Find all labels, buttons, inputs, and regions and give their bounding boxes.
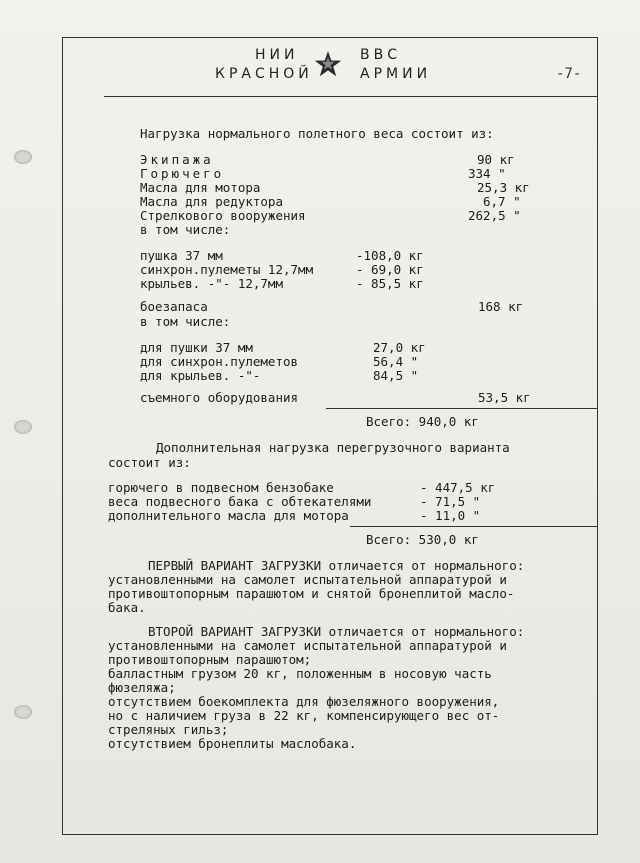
page-number: -7-: [556, 66, 582, 82]
header-vvs: ВВС: [360, 47, 401, 63]
including-label: в том числе:: [140, 222, 231, 237]
removable-equipment-label: съемного оборудования: [140, 390, 299, 405]
ammo-label: боезапаса: [140, 299, 208, 314]
ammo-row-label: для синхрон.пулеметов: [140, 354, 299, 369]
weapon-row-value: - 69,0 кг: [356, 262, 424, 277]
variant2-line: отсутствием бронеплиты маслобака.: [108, 736, 357, 751]
removable-equipment-value: 53,5 кг: [478, 390, 531, 405]
normal-row-value: 6,7 ": [483, 194, 521, 209]
variant1-line: противоштопорным парашютом и снятой бронеплитой масло-: [108, 586, 515, 601]
variant2-line: стреляных гильз;: [108, 722, 229, 737]
page-frame-top: [62, 37, 598, 38]
variant2-line: отсутствием боекомплекта для фюзеляжного вооружения,: [108, 694, 500, 709]
variant2-line: фюзеляжа;: [108, 680, 176, 695]
ammo-row-value: 27,0 кг: [373, 340, 426, 355]
weapon-row-value: - 85,5 кг: [356, 276, 424, 291]
header-rule: [104, 96, 598, 97]
overload-row-value: - 71,5 ": [420, 494, 481, 509]
overload-row-label: веса подвесного бака с обтекателями: [108, 494, 372, 509]
red-star-emblem-icon: [314, 50, 342, 78]
total-rule: [350, 526, 598, 527]
binding-hole: [14, 150, 32, 164]
weapon-row-value: -108,0 кг: [356, 248, 424, 263]
normal-row-value: 25,3 кг: [477, 180, 530, 195]
overload-row-label: горючего в подвесном бензобаке: [108, 480, 334, 495]
weapon-row-label: синхрон.пулеметы 12,7мм: [140, 262, 314, 277]
normal-row-label: Горючего: [140, 166, 225, 181]
variant2-line: противоштопорным парашютом;: [108, 652, 312, 667]
normal-row-value: 90 кг: [477, 152, 515, 167]
variant1-line: установленными на самолет испытательной аппаратурой и: [108, 572, 507, 587]
header-nii: НИИ: [255, 47, 299, 63]
binding-hole: [14, 420, 32, 434]
overload-intro: Дополнительная нагрузка перегрузочного варианта: [156, 440, 510, 455]
variant2-line: установленными на самолет испытательной аппаратурой и: [108, 638, 507, 653]
weapon-row-label: пушка 37 мм: [140, 248, 223, 263]
overload-intro: состоит из:: [108, 455, 191, 470]
including-label: в том числе:: [140, 314, 231, 329]
total-rule: [326, 408, 598, 409]
variant2-line: балластным грузом 20 кг, положенным в носовую часть: [108, 666, 492, 681]
variant1-line: ПЕРВЫЙ ВАРИАНТ ЗАГРУЗКИ отличается от нормального:: [148, 558, 525, 573]
page-frame-left: [62, 37, 63, 835]
normal-row-label: Экипажа: [140, 152, 214, 167]
variant1-line: бака.: [108, 600, 146, 615]
normal-intro: Нагрузка нормального полетного веса состоит из:: [140, 126, 494, 141]
normal-total: Всего: 940,0 кг: [366, 414, 479, 429]
header-armii: АРМИИ: [360, 66, 432, 82]
ammo-row-label: для крыльев. -"-: [140, 368, 261, 383]
ammo-row-label: для пушки 37 мм: [140, 340, 253, 355]
header-krasnoy: КРАСНОЙ: [215, 66, 313, 82]
normal-row-label: Масла для редуктора: [140, 194, 283, 209]
overload-row-label: дополнительного масла для мотора: [108, 508, 349, 523]
normal-row-value: 262,5 ": [468, 208, 521, 223]
normal-row-label: Масла для мотора: [140, 180, 261, 195]
overload-total: Всего: 530,0 кг: [366, 532, 479, 547]
binding-hole: [14, 705, 32, 719]
page-frame-bottom: [62, 834, 598, 835]
overload-row-value: - 11,0 ": [420, 508, 481, 523]
normal-row-value: 334 ": [468, 166, 506, 181]
ammo-row-value: 56,4 ": [373, 354, 419, 369]
variant2-line: но с наличием груза в 22 кг, компенсирующего вес от-: [108, 708, 500, 723]
weapon-row-label: крыльев. -"- 12,7мм: [140, 276, 283, 291]
overload-row-value: - 447,5 кг: [420, 480, 496, 495]
normal-row-label: Стрелкового вооружения: [140, 208, 306, 223]
ammo-row-value: 84,5 ": [373, 368, 419, 383]
ammo-value: 168 кг: [478, 299, 524, 314]
variant2-line: ВТОРОЙ ВАРИАНТ ЗАГРУЗКИ отличается от нормального:: [148, 624, 525, 639]
page-frame-right: [597, 37, 598, 835]
